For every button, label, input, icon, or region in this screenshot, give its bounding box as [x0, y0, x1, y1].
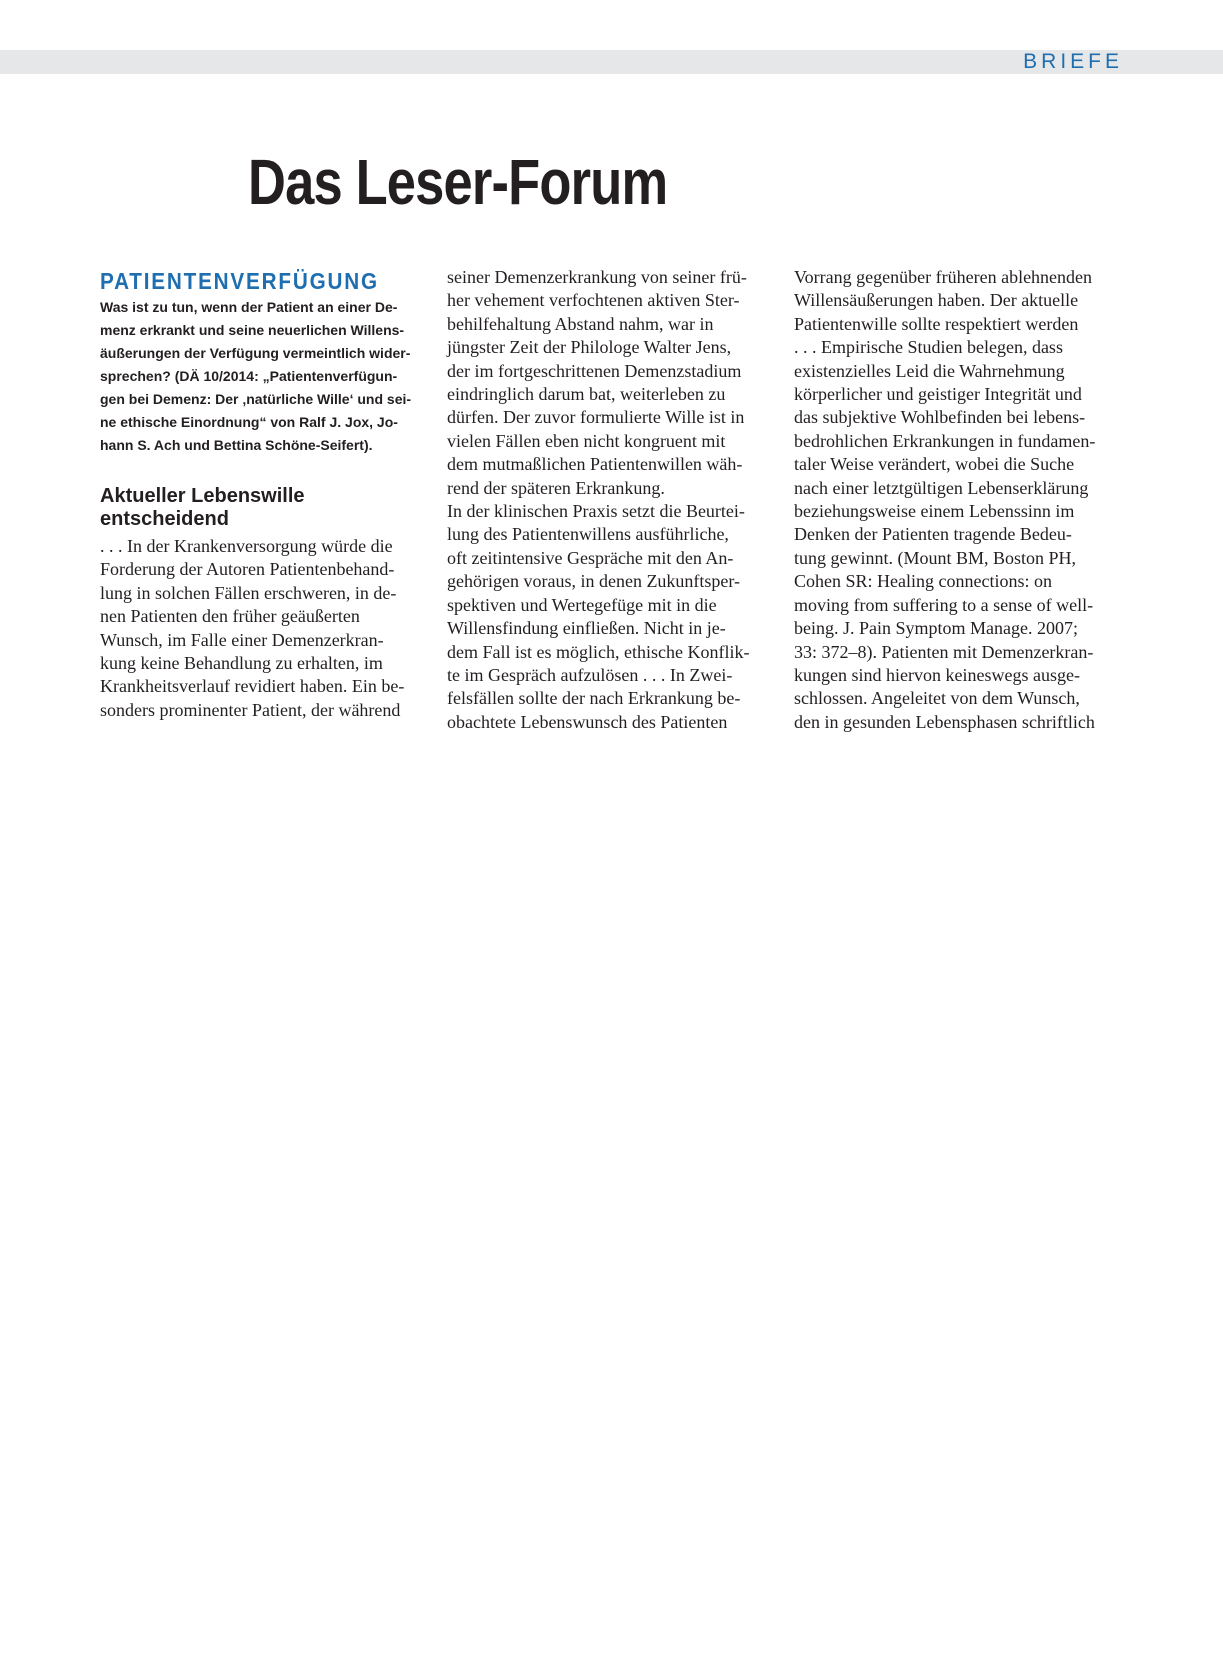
letter-heading-line: entscheidend: [100, 508, 229, 530]
body-line: being. J. Pain Symptom Manage. 2007;: [794, 618, 1078, 639]
body-line: eindringlich darum bat, weiterleben zu: [447, 384, 726, 405]
letter-body: [794, 266, 1124, 734]
body-line: Wunsch, im Falle einer Demenzerkran-: [100, 629, 384, 650]
intro-line: gen bei Demenz: Der ‚natürliche Wille‘ und sei-: [100, 391, 412, 407]
body-line: Patientenwille sollte respektiert werden: [794, 313, 1079, 334]
column-3: [794, 266, 1124, 734]
body-line: felsfällen sollte der nach Erkrankung be-: [447, 688, 741, 709]
body-line: kungen sind hiervon keineswegs ausge-: [794, 664, 1080, 685]
article-intro: [100, 296, 430, 457]
body-line: schlossen. Angeleitet von dem Wunsch,: [794, 688, 1080, 709]
body-line: dem mutmaßlichen Patientenwillen wäh-: [447, 454, 743, 475]
body-line: behilfehaltung Abstand nahm, war in: [447, 313, 714, 334]
intro-line: menz erkrankt und seine neuerlichen Willens-: [100, 322, 405, 338]
body-line: dem Fall ist es möglich, ethische Konflik-: [447, 641, 750, 662]
body-line: obachtete Lebenswunsch des Patienten: [447, 711, 728, 732]
body-line: dürfen. Der zuvor formulierte Wille ist in: [447, 407, 745, 428]
body-line: vielen Fällen eben nicht kongruent mit: [447, 430, 726, 451]
body-line: lung des Patientenwillens ausführliche,: [447, 524, 729, 545]
body-line: oft zeitintensive Gespräche mit den An-: [447, 547, 734, 568]
section-label: BRIEFE: [1023, 50, 1123, 73]
body-line: 33: 372–8). Patienten mit Demenzerkran-: [794, 641, 1094, 662]
body-line: jüngster Zeit der Philologe Walter Jens,: [447, 337, 732, 358]
letter-body: [100, 535, 430, 722]
body-line: seiner Demenzerkrankung von seiner frü-: [447, 267, 747, 287]
letter-body: [447, 266, 777, 734]
body-line: existenzielles Leid die Wahrnehmung: [794, 360, 1065, 381]
body-line: Denken der Patienten tragende Bedeu-: [794, 524, 1072, 545]
body-line: spektiven und Wertegefüge mit in die: [447, 594, 717, 615]
body-line: . . . In der Krankenversorgung würde die: [100, 536, 393, 556]
body-line: rend der späteren Erkrankung.: [447, 477, 665, 498]
body-line: körperlicher und geistiger Integrität und: [794, 384, 1082, 405]
topic-heading: PATIENTENVERFÜGUNG: [100, 268, 379, 294]
body-line: . . . Empirische Studien belegen, dass: [794, 337, 1063, 358]
body-line: den in gesunden Lebensphasen schriftlich: [794, 711, 1095, 732]
page-title: Das Leser-Forum: [248, 146, 668, 218]
body-line: tung gewinnt. (Mount BM, Boston PH,: [794, 547, 1077, 568]
body-line: sonders prominenter Patient, der während: [100, 699, 401, 720]
body-line: gehörigen voraus, in denen Zukunftsper-: [447, 571, 741, 592]
body-line: In der klinischen Praxis setzt die Beurtei-: [447, 501, 745, 522]
body-line: kung keine Behandlung zu erhalten, im: [100, 653, 383, 674]
body-line: beziehungsweise einem Lebenssinn im: [794, 501, 1075, 522]
body-line: Vorrang gegenüber früheren ablehnenden: [794, 267, 1093, 287]
body-line: her vehement verfochtenen aktiven Ster-: [447, 290, 740, 311]
body-line: nach einer letztgültigen Lebenserklärung: [794, 477, 1089, 498]
body-line: Willensäußerungen haben. Der aktuelle: [794, 290, 1079, 311]
body-line: lung in solchen Fällen erschweren, in de-: [100, 582, 397, 603]
body-line: Cohen SR: Healing connections: on: [794, 571, 1052, 592]
body-line: nen Patienten den früher geäußerten: [100, 606, 360, 627]
body-line: der im fortgeschrittenen Demenzstadium: [447, 360, 742, 381]
body-line: taler Weise verändert, wobei die Suche: [794, 454, 1075, 475]
body-line: te im Gespräch aufzulösen . . . In Zwei-: [447, 664, 733, 685]
column-2: [447, 266, 777, 734]
intro-line: hann S. Ach und Bettina Schöne-Seifert).: [100, 437, 373, 453]
intro-line: ne ethische Einordnung“ von Ralf J. Jox, Jo-: [100, 414, 398, 430]
intro-line: Was ist zu tun, wenn der Patient an einer De-: [100, 299, 398, 315]
body-line: Willensfindung einfließen. Nicht in je-: [447, 618, 726, 639]
letter-heading-line: Aktueller Lebenswille: [100, 485, 305, 507]
body-line: bedrohlichen Erkrankungen in fundamen-: [794, 430, 1096, 451]
letter-heading: [100, 485, 430, 531]
column-1: [100, 266, 430, 722]
intro-line: äußerungen der Verfügung vermeintlich wider-: [100, 345, 411, 361]
body-line: das subjektive Wohlbefinden bei lebens-: [794, 407, 1086, 428]
body-line: moving from suffering to a sense of well-: [794, 594, 1094, 615]
body-line: Forderung der Autoren Patientenbehand-: [100, 559, 395, 580]
intro-line: sprechen? (DÄ 10/2014: „Patientenverfügun-: [100, 368, 398, 384]
body-line: Krankheitsverlauf revidiert haben. Ein be-: [100, 676, 405, 697]
